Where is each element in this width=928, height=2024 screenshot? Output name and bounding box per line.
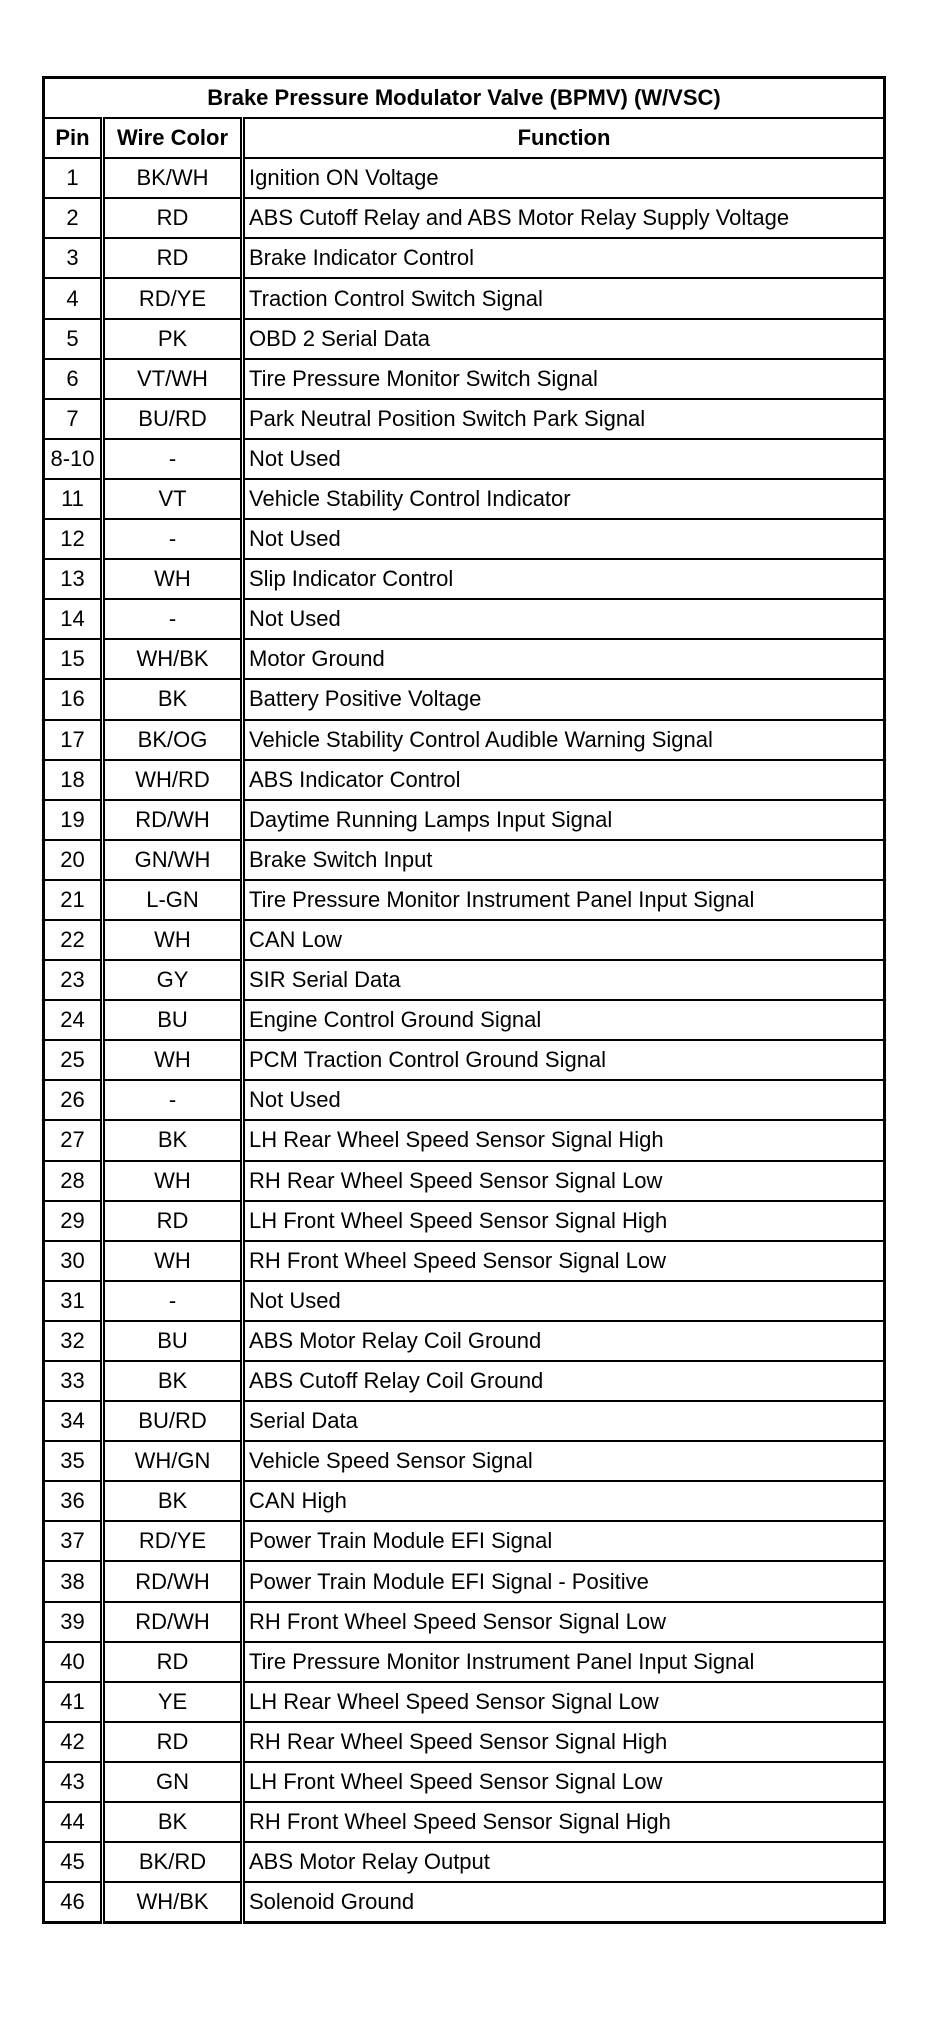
- table-row: [44, 319, 885, 359]
- wire-color-cell: GN/WH: [103, 840, 243, 880]
- function-cell: Motor Ground: [243, 639, 885, 679]
- pin-cell: 1: [44, 158, 103, 198]
- table-row: [44, 1762, 885, 1802]
- function-cell: Battery Positive Voltage: [243, 679, 885, 719]
- wire-color-cell: -: [103, 599, 243, 639]
- table-row: [44, 1602, 885, 1642]
- function-cell: Vehicle Stability Control Audible Warning Signal: [243, 720, 885, 760]
- pin-cell: 17: [44, 720, 103, 760]
- function-cell: Ignition ON Voltage: [243, 158, 885, 198]
- wire-color-cell: VT/WH: [103, 359, 243, 399]
- wire-color-cell: -: [103, 439, 243, 479]
- pin-cell: 46: [44, 1882, 103, 1923]
- function-cell: Traction Control Switch Signal: [243, 278, 885, 318]
- pin-cell: 39: [44, 1602, 103, 1642]
- column-header-pin: Pin: [44, 118, 103, 158]
- pin-cell: 29: [44, 1201, 103, 1241]
- table-row: [44, 639, 885, 679]
- function-cell: Not Used: [243, 519, 885, 559]
- wire-color-cell: RD/WH: [103, 1561, 243, 1601]
- table-row: [44, 1321, 885, 1361]
- table-row: [44, 720, 885, 760]
- table-row: [44, 960, 885, 1000]
- pin-cell: 19: [44, 800, 103, 840]
- pin-cell: 41: [44, 1682, 103, 1722]
- pin-cell: 44: [44, 1802, 103, 1842]
- wire-color-cell: YE: [103, 1682, 243, 1722]
- pin-cell: 4: [44, 278, 103, 318]
- wire-color-cell: WH/GN: [103, 1441, 243, 1481]
- function-cell: LH Rear Wheel Speed Sensor Signal Low: [243, 1682, 885, 1722]
- wire-color-cell: L-GN: [103, 880, 243, 920]
- pin-cell: 24: [44, 1000, 103, 1040]
- function-cell: LH Rear Wheel Speed Sensor Signal High: [243, 1120, 885, 1160]
- pin-cell: 32: [44, 1321, 103, 1361]
- pin-cell: 13: [44, 559, 103, 599]
- column-header-function: Function: [243, 118, 885, 158]
- table-row: [44, 760, 885, 800]
- pin-cell: 28: [44, 1161, 103, 1201]
- table-row: [44, 439, 885, 479]
- pin-cell: 20: [44, 840, 103, 880]
- function-cell: ABS Indicator Control: [243, 760, 885, 800]
- pin-cell: 34: [44, 1401, 103, 1441]
- table-row: [44, 1361, 885, 1401]
- table-row: [44, 800, 885, 840]
- function-cell: Engine Control Ground Signal: [243, 1000, 885, 1040]
- pin-cell: 27: [44, 1120, 103, 1160]
- wire-color-cell: -: [103, 519, 243, 559]
- pin-cell: 8-10: [44, 439, 103, 479]
- pin-cell: 38: [44, 1561, 103, 1601]
- wire-color-cell: BK: [103, 679, 243, 719]
- wire-color-cell: BK: [103, 1361, 243, 1401]
- wire-color-cell: -: [103, 1281, 243, 1321]
- function-cell: RH Front Wheel Speed Sensor Signal Low: [243, 1241, 885, 1281]
- function-cell: ABS Motor Relay Output: [243, 1842, 885, 1882]
- function-cell: Tire Pressure Monitor Instrument Panel Input Signal: [243, 880, 885, 920]
- table-title: Brake Pressure Modulator Valve (BPMV) (W/VSC): [44, 78, 885, 119]
- function-cell: Not Used: [243, 1080, 885, 1120]
- wire-color-cell: RD: [103, 1642, 243, 1682]
- connector-pinout-table: [42, 76, 886, 1924]
- table-row: [44, 198, 885, 238]
- wire-color-cell: VT: [103, 479, 243, 519]
- column-header-wire-color: Wire Color: [103, 118, 243, 158]
- table-row: [44, 1040, 885, 1080]
- pin-cell: 3: [44, 238, 103, 278]
- pin-cell: 36: [44, 1481, 103, 1521]
- pin-cell: 35: [44, 1441, 103, 1481]
- table-row: [44, 278, 885, 318]
- table-row: [44, 1120, 885, 1160]
- pin-cell: 30: [44, 1241, 103, 1281]
- pin-cell: 16: [44, 679, 103, 719]
- table-row: [44, 1441, 885, 1481]
- table-row: [44, 1241, 885, 1281]
- function-cell: Vehicle Stability Control Indicator: [243, 479, 885, 519]
- function-cell: Tire Pressure Monitor Switch Signal: [243, 359, 885, 399]
- function-cell: PCM Traction Control Ground Signal: [243, 1040, 885, 1080]
- table-row: [44, 1401, 885, 1441]
- pin-cell: 18: [44, 760, 103, 800]
- table-row: [44, 1161, 885, 1201]
- function-cell: RH Rear Wheel Speed Sensor Signal Low: [243, 1161, 885, 1201]
- function-cell: Tire Pressure Monitor Instrument Panel Input Signal: [243, 1642, 885, 1682]
- table-row: [44, 479, 885, 519]
- wire-color-cell: BK: [103, 1481, 243, 1521]
- pin-cell: 12: [44, 519, 103, 559]
- function-cell: Vehicle Speed Sensor Signal: [243, 1441, 885, 1481]
- table-row: [44, 1000, 885, 1040]
- function-cell: Power Train Module EFI Signal: [243, 1521, 885, 1561]
- wire-color-cell: BK/OG: [103, 720, 243, 760]
- function-cell: ABS Cutoff Relay Coil Ground: [243, 1361, 885, 1401]
- wire-color-cell: -: [103, 1080, 243, 1120]
- table-row: [44, 1802, 885, 1842]
- function-cell: ABS Cutoff Relay and ABS Motor Relay Supply Voltage: [243, 198, 885, 238]
- pin-cell: 11: [44, 479, 103, 519]
- function-cell: Park Neutral Position Switch Park Signal: [243, 399, 885, 439]
- function-cell: Daytime Running Lamps Input Signal: [243, 800, 885, 840]
- function-cell: ABS Motor Relay Coil Ground: [243, 1321, 885, 1361]
- table-row: [44, 1882, 885, 1923]
- table-row: [44, 679, 885, 719]
- pin-cell: 5: [44, 319, 103, 359]
- wire-color-cell: BK/WH: [103, 158, 243, 198]
- table-row: [44, 559, 885, 599]
- pin-cell: 43: [44, 1762, 103, 1802]
- function-cell: Not Used: [243, 439, 885, 479]
- wire-color-cell: RD: [103, 1722, 243, 1762]
- wire-color-cell: WH: [103, 1040, 243, 1080]
- function-cell: LH Front Wheel Speed Sensor Signal High: [243, 1201, 885, 1241]
- table-row: [44, 840, 885, 880]
- wire-color-cell: RD/WH: [103, 1602, 243, 1642]
- function-cell: Not Used: [243, 599, 885, 639]
- table-row: [44, 399, 885, 439]
- pin-cell: 25: [44, 1040, 103, 1080]
- function-cell: Not Used: [243, 1281, 885, 1321]
- function-cell: CAN High: [243, 1481, 885, 1521]
- wire-color-cell: RD: [103, 198, 243, 238]
- table-row: [44, 1722, 885, 1762]
- function-cell: Slip Indicator Control: [243, 559, 885, 599]
- function-cell: CAN Low: [243, 920, 885, 960]
- function-cell: RH Front Wheel Speed Sensor Signal High: [243, 1802, 885, 1842]
- table-row: [44, 1682, 885, 1722]
- table-row: [44, 1201, 885, 1241]
- table-row: [44, 519, 885, 559]
- wire-color-cell: BK/RD: [103, 1842, 243, 1882]
- table-row: [44, 1481, 885, 1521]
- wire-color-cell: RD/WH: [103, 800, 243, 840]
- table-row: [44, 1561, 885, 1601]
- wire-color-cell: RD/YE: [103, 1521, 243, 1561]
- wire-color-cell: RD/YE: [103, 278, 243, 318]
- pin-cell: 31: [44, 1281, 103, 1321]
- wire-color-cell: PK: [103, 319, 243, 359]
- pin-cell: 45: [44, 1842, 103, 1882]
- table-row: [44, 1521, 885, 1561]
- table-row: [44, 158, 885, 198]
- table-row: [44, 599, 885, 639]
- wire-color-cell: WH: [103, 1241, 243, 1281]
- wire-color-cell: WH/BK: [103, 639, 243, 679]
- wire-color-cell: GN: [103, 1762, 243, 1802]
- pin-cell: 15: [44, 639, 103, 679]
- wire-color-cell: WH/BK: [103, 1882, 243, 1923]
- function-cell: Serial Data: [243, 1401, 885, 1441]
- table-row: [44, 1842, 885, 1882]
- wire-color-cell: BU/RD: [103, 1401, 243, 1441]
- function-cell: Power Train Module EFI Signal - Positive: [243, 1561, 885, 1601]
- wire-color-cell: RD: [103, 1201, 243, 1241]
- function-cell: Brake Indicator Control: [243, 238, 885, 278]
- pin-cell: 6: [44, 359, 103, 399]
- pin-cell: 37: [44, 1521, 103, 1561]
- table-row: [44, 920, 885, 960]
- wire-color-cell: WH: [103, 1161, 243, 1201]
- wire-color-cell: BU: [103, 1000, 243, 1040]
- pin-cell: 23: [44, 960, 103, 1000]
- wire-color-cell: BK: [103, 1802, 243, 1842]
- pin-cell: 40: [44, 1642, 103, 1682]
- function-cell: RH Rear Wheel Speed Sensor Signal High: [243, 1722, 885, 1762]
- wire-color-cell: WH: [103, 559, 243, 599]
- function-cell: Solenoid Ground: [243, 1882, 885, 1923]
- function-cell: SIR Serial Data: [243, 960, 885, 1000]
- table-row: [44, 1281, 885, 1321]
- pin-cell: 22: [44, 920, 103, 960]
- pin-cell: 7: [44, 399, 103, 439]
- pin-cell: 14: [44, 599, 103, 639]
- table-row: [44, 1080, 885, 1120]
- function-cell: OBD 2 Serial Data: [243, 319, 885, 359]
- pin-cell: 21: [44, 880, 103, 920]
- table-row: [44, 880, 885, 920]
- table-row: [44, 1642, 885, 1682]
- function-cell: Brake Switch Input: [243, 840, 885, 880]
- pin-cell: 42: [44, 1722, 103, 1762]
- wire-color-cell: BK: [103, 1120, 243, 1160]
- wire-color-cell: WH: [103, 920, 243, 960]
- pin-cell: 2: [44, 198, 103, 238]
- table-row: [44, 238, 885, 278]
- wire-color-cell: BU: [103, 1321, 243, 1361]
- function-cell: RH Front Wheel Speed Sensor Signal Low: [243, 1602, 885, 1642]
- pin-cell: 26: [44, 1080, 103, 1120]
- pin-cell: 33: [44, 1361, 103, 1401]
- wire-color-cell: RD: [103, 238, 243, 278]
- function-cell: LH Front Wheel Speed Sensor Signal Low: [243, 1762, 885, 1802]
- wire-color-cell: WH/RD: [103, 760, 243, 800]
- wire-color-cell: BU/RD: [103, 399, 243, 439]
- wire-color-cell: GY: [103, 960, 243, 1000]
- table-row: [44, 359, 885, 399]
